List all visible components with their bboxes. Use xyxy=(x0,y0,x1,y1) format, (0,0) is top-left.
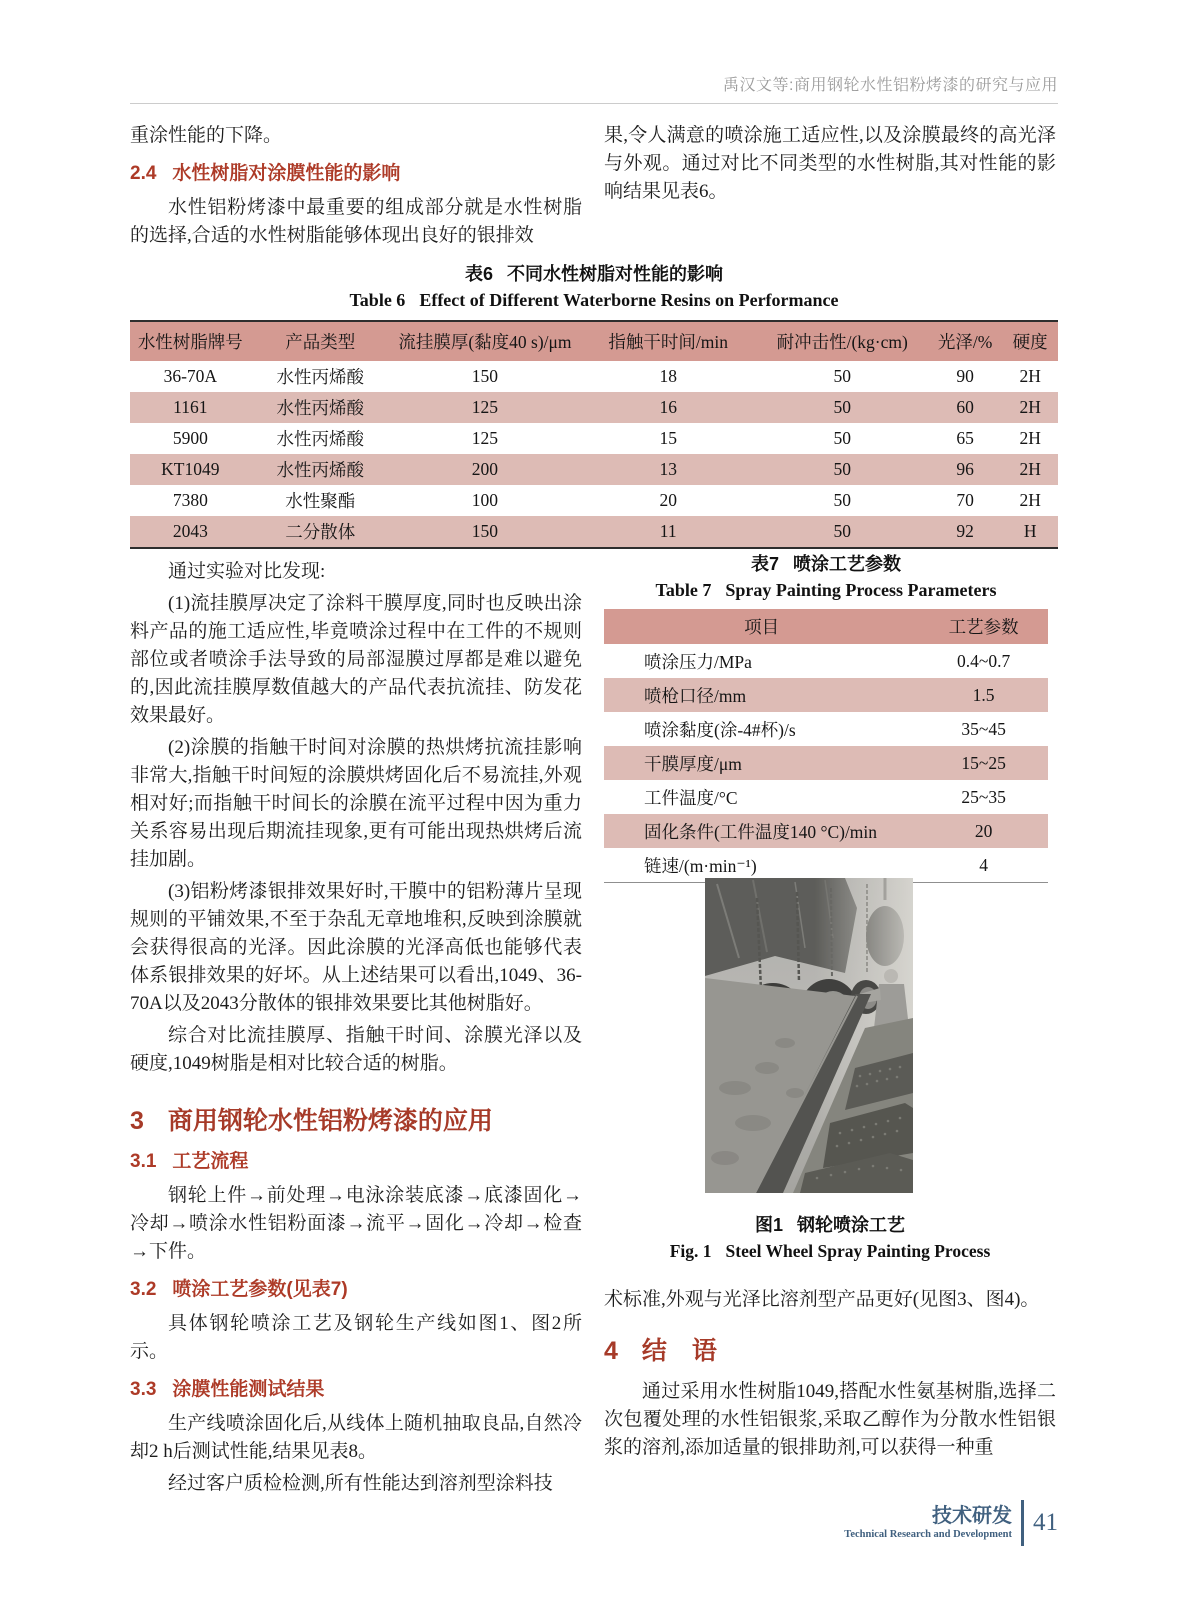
table6-cell: 水性丙烯酸 xyxy=(276,398,364,418)
table7-cell: 25~35 xyxy=(961,786,1006,807)
table6-cell: 36-70A xyxy=(163,366,218,386)
table6-row xyxy=(130,392,1058,423)
table7-cell: 35~45 xyxy=(961,718,1006,739)
table6-block xyxy=(130,262,1058,549)
page-number: 41 xyxy=(1033,1509,1058,1536)
heading-text: 结 语 xyxy=(641,1337,717,1365)
table6-cell: 125 xyxy=(471,397,499,417)
table7-header-row xyxy=(604,609,1048,644)
paragraph: 水性铝粉烤漆中最重要的组成部分就是水性树脂的选择,合适的水性树脂能够体现出良好的银排效 xyxy=(130,197,582,246)
figure1-caption-en-text: Steel Wheel Spray Painting Process xyxy=(725,1241,991,1261)
paragraph: (2)涂膜的指触干时间对涂膜的热烘烤抗流挂影响非常大,指触干时间短的涂膜烘烤固化后不易流挂,外观相对好;而指触干时间长的涂膜在流平过程中因为重力关系容易出现后期流挂现象,更有可能出现热烘烤后流挂加剧。 xyxy=(130,737,582,870)
table7-row xyxy=(604,780,1048,814)
table6-header: 指触干时间/min xyxy=(580,321,756,361)
table7-cell: 固化条件(工件温度140 °C)/min xyxy=(644,821,878,842)
table6-cell: 2043 xyxy=(172,521,208,541)
paragraph: (3)铝粉烤漆银排效果好时,干膜中的铝粉薄片呈现规则的平铺效果,不至于杂乱无章地堆积,反映到涂膜就会获得很高的光泽。因此涂膜的光泽高低也能够代表体系银排效果的好坏。从上述结果可以看出,1049、36-70A以及2043分散体的银排效果要比其他树脂好。 xyxy=(130,881,582,1014)
spray-booth-photo xyxy=(705,878,913,1193)
figure1-photo xyxy=(705,878,913,1193)
table6-cell: H xyxy=(1023,521,1037,541)
table7-title-en xyxy=(604,578,1048,602)
paragraph: 综合对比流挂膜厚、指触干时间、涂膜光泽以及硬度,1049树脂是相对比较合适的树脂。 xyxy=(130,1025,582,1074)
table6-cell: 水性丙烯酸 xyxy=(276,429,364,449)
table6-row xyxy=(130,423,1058,454)
running-head: 禹汉文等:商用钢轮水性铝粉烤漆的研究与应用 xyxy=(723,77,1058,94)
heading-3-2 xyxy=(130,1276,582,1303)
table7-row xyxy=(604,814,1048,848)
table6-cell: 20 xyxy=(659,490,677,510)
table6-cell: 200 xyxy=(471,459,499,479)
figure1-caption-zh-text: 钢轮喷涂工艺 xyxy=(797,1215,905,1235)
table6-cell: 70 xyxy=(956,490,974,510)
table6-label-zh: 表6 xyxy=(464,264,493,284)
heading-text: 商用钢轮水性铝粉烤漆的应用 xyxy=(167,1107,493,1135)
table7-cell: 0.4~0.7 xyxy=(957,650,1011,671)
table6 xyxy=(130,320,1058,549)
table6-cell: 2H xyxy=(1019,366,1041,386)
paragraph: (1)流挂膜厚决定了涂料干膜厚度,同时也反映出涂料产品的施工适应性,毕竟喷涂过程中在工件的不规则部位或者喷涂手法导致的局部湿膜过厚都是难以避免的,因此流挂膜厚数值越大的产品代表抗流挂、防发花效果最好。 xyxy=(130,593,582,726)
heading-2-4 xyxy=(130,160,582,187)
right-column-top xyxy=(604,122,1056,210)
table7-cell: 工件温度/°C xyxy=(644,787,738,808)
table6-cell: 150 xyxy=(471,366,499,386)
heading-text: 工艺流程 xyxy=(172,1151,249,1172)
heading-number: 2.4 xyxy=(130,163,157,184)
heading-number: 3 xyxy=(130,1107,144,1135)
paragraph: 通过采用水性树脂1049,搭配水性氨基树脂,选择二次包覆处理的水性铝银浆,采取乙醇作为分散水性铝银浆的溶剂,添加适量的银排助剂,可以获得一种重 xyxy=(604,1381,1056,1458)
table6-header: 光泽/% xyxy=(928,321,1002,361)
table6-cell: 50 xyxy=(833,428,851,448)
heading-text: 水性树脂对涂膜性能的影响 xyxy=(172,163,401,184)
table7-title-zh xyxy=(604,552,1048,576)
table7-row xyxy=(604,644,1048,678)
table6-cell: 50 xyxy=(833,490,851,510)
table6-cell: 2H xyxy=(1019,397,1041,417)
table6-cell: 15 xyxy=(659,428,677,448)
table6-cell: 5900 xyxy=(172,428,208,448)
table6-header: 硬度 xyxy=(1002,321,1058,361)
table6-cell: KT1049 xyxy=(161,459,220,479)
table6-cell: 1161 xyxy=(173,397,208,417)
table6-cell: 11 xyxy=(659,521,677,541)
footer-section-title xyxy=(826,1504,1021,1542)
figure1-label-en: Fig. 1 xyxy=(669,1241,712,1261)
table6-cell: 水性丙烯酸 xyxy=(276,367,364,387)
table6-row xyxy=(130,516,1058,548)
heading-number: 3.2 xyxy=(130,1279,157,1300)
table7-cell: 喷涂压力/MPa xyxy=(644,651,752,672)
table6-cell: 18 xyxy=(659,366,677,386)
heading-4 xyxy=(604,1334,1056,1368)
table7-cell: 链速/(m·min⁻¹) xyxy=(644,855,757,876)
heading-text: 喷涂工艺参数(见表7) xyxy=(172,1279,348,1300)
table6-cell: 2H xyxy=(1019,490,1041,510)
table6-cell: 2H xyxy=(1019,459,1041,479)
table6-row xyxy=(130,361,1058,392)
table7-header: 工艺参数 xyxy=(919,609,1048,644)
heading-number: 4 xyxy=(604,1337,618,1365)
table7 xyxy=(604,609,1048,883)
footer-title-en: Technical Research and Development xyxy=(844,1529,1012,1540)
table6-cell: 96 xyxy=(956,459,974,479)
figure1-caption-en xyxy=(604,1238,1056,1264)
table6-title-en-text: Effect of Different Waterborne Resins on Performance xyxy=(419,290,839,310)
paragraph: 术标准,外观与光泽比溶剂型产品更好(见图3、图4)。 xyxy=(604,1289,1040,1310)
paragraph: 通过实验对比发现: xyxy=(168,561,326,582)
table6-cell: 13 xyxy=(659,459,677,479)
table6-cell: 60 xyxy=(956,397,974,417)
table6-cell: 16 xyxy=(659,397,677,417)
table7-cell: 20 xyxy=(974,820,993,841)
heading-3-3 xyxy=(130,1376,582,1403)
table7-cell: 干膜厚度/μm xyxy=(644,753,742,774)
figure1-caption xyxy=(604,1212,1056,1264)
paragraph: 生产线喷涂固化后,从线体上随机抽取良品,自然冷却2 h后测试性能,结果见表8。 xyxy=(130,1413,582,1462)
table6-cell: 50 xyxy=(833,459,851,479)
table6-title-en xyxy=(130,288,1058,312)
table6-cell: 90 xyxy=(956,366,974,386)
table6-cell: 水性丙烯酸 xyxy=(276,460,364,480)
heading-number: 3.1 xyxy=(130,1151,157,1172)
table6-row xyxy=(130,485,1058,516)
table7-cell: 4 xyxy=(979,854,988,875)
table7-label-zh: 表7 xyxy=(750,554,779,574)
table6-title-zh-text: 不同水性树脂对性能的影响 xyxy=(507,264,723,284)
table7-header: 项目 xyxy=(604,609,919,644)
table6-title-zh xyxy=(130,262,1058,286)
table7-title-zh-text: 喷涂工艺参数 xyxy=(793,554,901,574)
table6-cell: 2H xyxy=(1019,428,1041,448)
right-column-bottom xyxy=(604,1286,1056,1466)
paragraph: 果,令人满意的喷涂施工适应性,以及涂膜最终的高光泽与外观。通过对比不同类型的水性树脂,其对性能的影响结果见表6。 xyxy=(604,125,1056,202)
table6-header: 耐冲击性/(kg·cm) xyxy=(756,321,928,361)
heading-number: 3.3 xyxy=(130,1379,157,1400)
footer-title-zh: 技术研发 xyxy=(932,1505,1012,1527)
paragraph: 钢轮上件→前处理→电泳涂装底漆→底漆固化→冷却→喷涂水性铝粉面漆→流平→固化→冷却→检查→下件。 xyxy=(130,1185,582,1262)
table6-header: 流挂膜厚(黏度40 s)/μm xyxy=(390,321,580,361)
paragraph: 具体钢轮喷涂工艺及钢轮生产线如图1、图2所示。 xyxy=(130,1313,582,1362)
table6-cell: 水性聚酯 xyxy=(285,491,356,511)
left-column-top xyxy=(130,122,582,254)
table7-row xyxy=(604,746,1048,780)
table6-cell: 150 xyxy=(471,521,499,541)
heading-3-1 xyxy=(130,1148,582,1175)
table6-cell: 50 xyxy=(833,521,851,541)
table6-cell: 50 xyxy=(833,397,851,417)
table7-cell: 喷枪口径/mm xyxy=(644,685,747,706)
table7-cell: 1.5 xyxy=(972,684,995,705)
table7-cell: 15~25 xyxy=(961,752,1006,773)
table7-cell: 喷涂黏度(涂-4#杯)/s xyxy=(644,719,796,740)
table6-label-en: Table 6 xyxy=(349,290,406,310)
table6-header: 水性树脂牌号 xyxy=(130,321,251,361)
table6-header-row xyxy=(130,321,1058,361)
figure1-label-zh: 图1 xyxy=(754,1215,783,1235)
page-footer xyxy=(826,1500,1058,1546)
table6-cell: 100 xyxy=(471,490,499,510)
paragraph: 经过客户质检检测,所有性能达到溶剂型涂料技 xyxy=(168,1473,553,1494)
table7-title-en-text: Spray Painting Process Parameters xyxy=(725,580,997,600)
table7-block xyxy=(604,552,1048,883)
running-head-rule xyxy=(130,103,1058,104)
heading-text: 涂膜性能测试结果 xyxy=(172,1379,325,1400)
table6-cell: 7380 xyxy=(172,490,208,510)
table7-row xyxy=(604,712,1048,746)
table6-cell: 二分散体 xyxy=(285,522,356,542)
left-column-bottom xyxy=(130,558,582,1502)
paragraph: 重涂性能的下降。 xyxy=(130,125,283,146)
table6-cell: 92 xyxy=(956,521,974,541)
heading-3 xyxy=(130,1104,582,1138)
table6-cell: 125 xyxy=(471,428,499,448)
figure1-caption-zh xyxy=(604,1212,1056,1238)
table7-label-en: Table 7 xyxy=(655,580,712,600)
table7-row xyxy=(604,678,1048,712)
table6-header: 产品类型 xyxy=(251,321,390,361)
table6-row xyxy=(130,454,1058,485)
table6-cell: 50 xyxy=(833,366,851,386)
table6-cell: 65 xyxy=(956,428,974,448)
